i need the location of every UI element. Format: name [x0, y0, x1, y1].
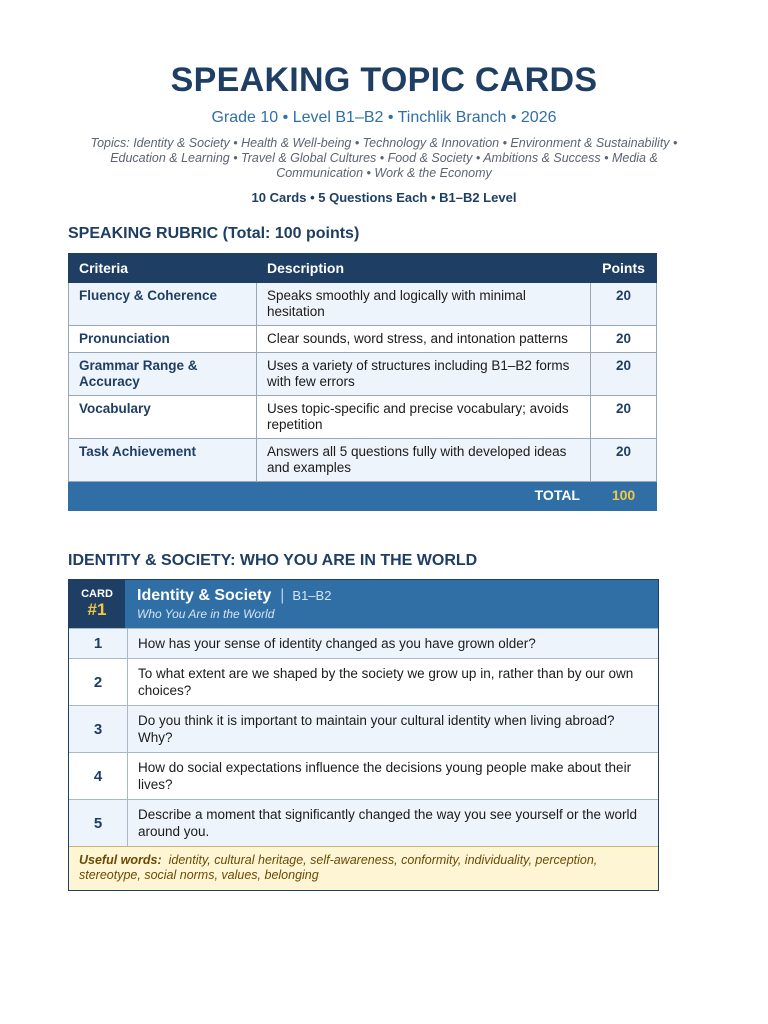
rubric-total-row: [69, 482, 657, 511]
question-number: 3: [69, 706, 128, 753]
rubric-row: [69, 326, 657, 353]
rubric-points: 20: [591, 353, 657, 396]
question-text: How has your sense of identity changed as you have grown older?: [128, 629, 659, 659]
card-label: CARD: [81, 588, 113, 600]
rubric-description: Answers all 5 questions fully with developed ideas and examples: [257, 439, 591, 482]
card-title-line: [137, 586, 331, 606]
cards-summary: 10 Cards • 5 Questions Each • B1–B2 Level: [251, 190, 517, 205]
rubric-row: [69, 283, 657, 326]
rubric-description: Uses topic-specific and precise vocabulary; avoids repetition: [257, 396, 591, 439]
rubric-points: 20: [591, 326, 657, 353]
question-text: Do you think it is important to maintain your cultural identity when living abroad? Why?: [128, 706, 659, 753]
page-title: SPEAKING TOPIC CARDS: [170, 61, 598, 99]
question-row: [69, 659, 658, 706]
rubric-points: 20: [591, 283, 657, 326]
document-page: [68, 0, 700, 891]
rubric-header-row: [69, 254, 657, 283]
total-value: 100: [591, 482, 657, 511]
card-title-block: [125, 580, 331, 628]
card-separator: |: [280, 587, 285, 604]
question-row: [69, 753, 658, 800]
rubric-criteria: Pronunciation: [69, 326, 257, 353]
rubric-criteria: Grammar Range & Accuracy: [69, 353, 257, 396]
card-number-block: [69, 580, 125, 628]
rubric-description: Speaks smoothly and logically with minimal hesitation: [257, 283, 591, 326]
useful-words-label: Useful words:: [79, 853, 162, 867]
question-text: How do social expectations influence the decisions young people make about their lives?: [128, 753, 659, 800]
rubric-points: 20: [591, 396, 657, 439]
rubric-row: [69, 353, 657, 396]
card-title: Identity & Society: [137, 587, 272, 604]
card-number: #1: [87, 600, 107, 619]
rubric-criteria: Vocabulary: [69, 396, 257, 439]
rubric-col-criteria: Criteria: [69, 254, 257, 283]
question-number: 2: [69, 659, 128, 706]
rubric-row: [69, 396, 657, 439]
question-text: Describe a moment that significantly changed the way you see yourself or the world around you.: [128, 800, 659, 847]
question-row: [69, 706, 658, 753]
question-row: [69, 629, 658, 659]
question-number: 1: [69, 629, 128, 659]
rubric-points: 20: [591, 439, 657, 482]
card-level: B1–B2: [292, 588, 332, 603]
questions-table: [69, 628, 658, 846]
useful-words-box: [69, 846, 658, 890]
question-number: 4: [69, 753, 128, 800]
question-text: To what extent are we shaped by the society we grow up in, rather than by our own choices?: [128, 659, 659, 706]
card-subtitle: Who You Are in the World: [137, 607, 275, 621]
topic-card: [68, 579, 659, 891]
rubric-col-description: Description: [257, 254, 591, 283]
rubric-heading: SPEAKING RUBRIC (Total: 100 points): [68, 225, 360, 242]
question-number: 5: [69, 800, 128, 847]
question-row: [69, 800, 658, 847]
rubric-description: Uses a variety of structures including B1–B2 forms with few errors: [257, 353, 591, 396]
rubric-row: [69, 439, 657, 482]
rubric-col-points: Points: [591, 254, 657, 283]
topics-list: Topics: Identity & Society • Health & Well-being • Technology & Innovation • Environment & Sustainability • Education & Learning • Travel & Global Cultures • Food & Society • Ambitions & Success • Media & Communication • Work & the Economy: [90, 136, 678, 180]
card-header: [69, 580, 658, 628]
total-label: TOTAL: [69, 482, 591, 511]
rubric-description: Clear sounds, word stress, and intonation patterns: [257, 326, 591, 353]
page-subtitle: Grade 10 • Level B1–B2 • Tinchlik Branch • 2026: [211, 109, 557, 126]
rubric-criteria: Fluency & Coherence: [69, 283, 257, 326]
rubric-criteria: Task Achievement: [69, 439, 257, 482]
useful-words-list: identity, cultural heritage, self-awareness, conformity, individuality, perception, stereotype, social norms, values, belonging: [79, 853, 598, 882]
rubric-table: [68, 253, 657, 511]
section-heading: IDENTITY & SOCIETY: WHO YOU ARE IN THE WORLD: [68, 552, 478, 569]
